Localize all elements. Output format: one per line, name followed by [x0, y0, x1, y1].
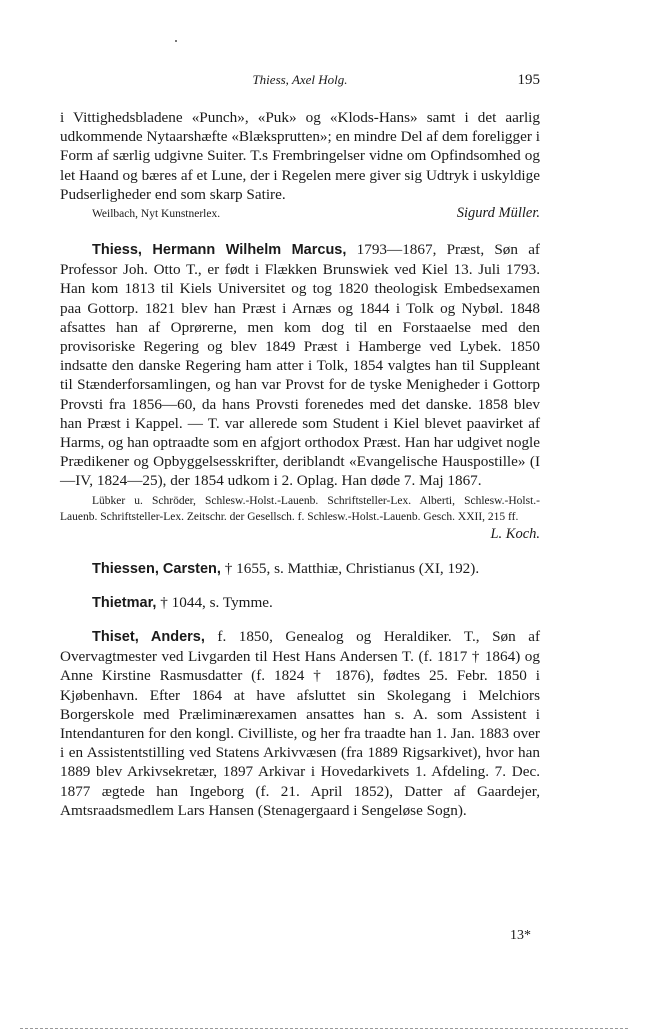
running-header — [60, 72, 540, 92]
entry-head: Thiessen, Carsten, — [92, 560, 221, 577]
running-title: Thiess, Axel Holg. — [252, 72, 348, 87]
entry-text: f. 1850, Genealog og Heraldiker. T., Søn af Overvagtmester ved Livgarden til Hest Hans Andersen T. (f. 1817 † 1864) og Anne Kirstine Rasmusdatter (f. 1824 † 1876), fødtes 25. Febr. 1850 i Kjøbenhavn. Efter 1864 at have afsluttet sin Skolegang i Melchiors Borgerskole med Præliminærexamen ansattes han s. A. som Assistent i Intendanturen for den kongl. Civilliste, og her fra traadte han 1. Jan. 1883 over i en Assistentstilling ved Statens Arkivvæsen (fra 1889 Rigsarkivet), hvor han 1889 blev Arkivsekretær, 1897 Arkivar i Hovedarkivets 1. Afdeling. 7. Dec. 1877 ægtede han Ingeborg (f. 21. April 1852), Datter af Gaardejer, Amtsraadsmedlem Lars Hansen (Stenagergaard i Sengeløse Sogn). — [60, 628, 541, 819]
reference-text: Lübker u. Schröder, Schlesw.-Holst.-Lauenb. Schriftsteller-Lex. Alberti, Schlesw.-Holst.-Lauenb. Schriftsteller-Lex. Zeitschr. der Gesellsch. f. Schlesw.-Holst.-Lauenb. Gesch. XXII, 215 ff. — [60, 494, 540, 523]
page-text — [60, 108, 540, 820]
entry-text: 1793—1867, Præst, Søn af Professor Joh. Otto T., er født i Flækken Brunswiek ved Kiel 13. Juli 1793. Han kom 1813 til Kiels Universitet og tog 1820 theologisk Embedsexamen paa Gottorp. 1821 blev han Præst i Arnæs og 1844 i Tolk og Nybøl. 1848 afsattes han af Oprørerne, men kom dog til en Forstaaelse med den provisoriske Regering og blev 1849 Præst i Hamberge ved Lybek. 1850 indsatte den danske Regering ham atter i Tolk, 1854 valgtes han til Suppleant til Stænderforsamlingen, og han var Provst for de tyske Menigheder i Gottorp Provsti fra 1856—60, da hans Provsti forenedes med det danske. 1858 blev han Præst i Kappel. — T. var allerede som Student i Kiel blevet paavirket af Harms, og han optraadte som en afgjort orthodox Præst. Han har udgivet nogle Prædikener og Opbyggelsesskrifter, deriblandt «Evangelische Hauspostille» (I—IV, 1824—25), der 1854 udkom i 2. Oplag. Han døde 7. Maj 1867. — [60, 241, 540, 490]
entry-text: † 1044, s. Tymme. — [160, 593, 273, 611]
entry-body — [60, 240, 540, 491]
reference-line — [60, 205, 540, 222]
scan-edge-line — [20, 1028, 628, 1029]
entry-thiessen — [60, 559, 540, 579]
signature-row — [60, 525, 540, 543]
entry-thiess-hermann — [60, 240, 540, 543]
entry-head: Thiset, Anders, — [92, 629, 205, 646]
entry-head: Thietmar, — [92, 594, 157, 611]
author-signature: Sigurd Müller. — [456, 205, 540, 222]
page-number: 195 — [517, 72, 540, 88]
signature-mark: 13* — [510, 928, 531, 943]
entry-thietmar — [60, 593, 540, 613]
reference-text: Weilbach, Nyt Kunstnerlex. — [92, 208, 221, 221]
entry-thiset — [60, 627, 540, 820]
printer-speck — [175, 40, 177, 42]
author-signature: L. Koch. — [490, 525, 540, 542]
entry-head: Thiess, Hermann Wilhelm Marcus, — [92, 242, 347, 259]
entry-text: † 1655, s. Matthiæ, Christianus (XI, 192). — [224, 559, 480, 577]
continued-paragraph: i Vittighedsbladene «Punch», «Puk» og «Klods-Hans» samt i det aarlig udkommende Nytaarshæfte «Blæksprutten»; en mindre Del af dem foreligger i Form af særlig udgivne Suiter. T.s Frembringelser vidne om Opfindsomhed og let Haand og bæres af et Lune, der i Regelen mere giver sig Udtryk i uskyldige Pudserligheder end som skarp Satire. — [60, 109, 540, 203]
entry-body — [60, 627, 540, 820]
